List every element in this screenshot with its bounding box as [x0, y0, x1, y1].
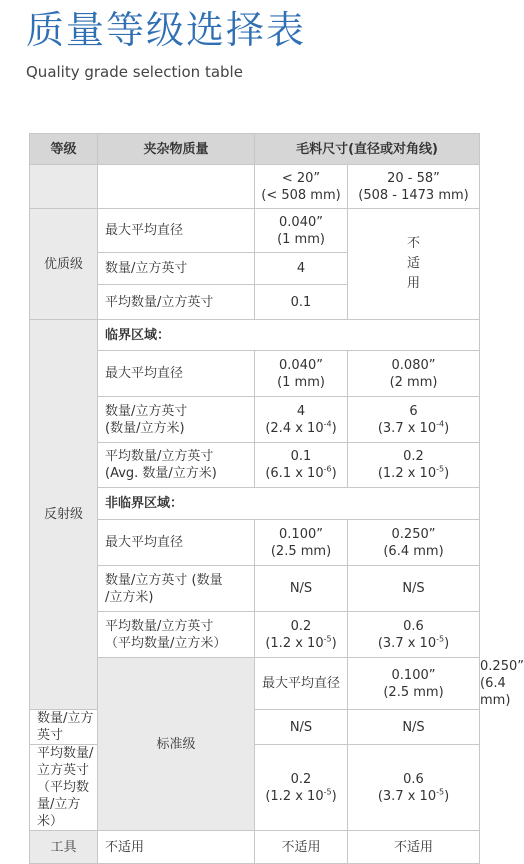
- value-line: 0.6: [403, 771, 424, 787]
- value-exponent: -6: [323, 464, 332, 474]
- value-cell: [255, 520, 348, 566]
- value-base: (1.2 x 10: [377, 466, 437, 481]
- value-cell: 0.1 (6.1 x $10^{-6}$): [255, 443, 348, 488]
- value-line: 0.2: [403, 449, 424, 464]
- size-col-large: [348, 165, 480, 209]
- value-line: 4: [296, 403, 306, 419]
- value-cell: [348, 520, 480, 566]
- label-line: /立方米): [105, 589, 154, 605]
- value-line: 0.040”: [279, 357, 323, 373]
- value-cell: [348, 351, 480, 397]
- row-label: [30, 745, 98, 831]
- table-header-row: [30, 134, 480, 165]
- value-line: 0.040”: [279, 214, 323, 230]
- value-base: (3.7 x 10: [377, 788, 437, 804]
- value-line: 0.080”: [391, 357, 436, 373]
- value-line: (2.5 mm): [270, 543, 332, 559]
- size-col-large-line2: (508 - 1473 mm): [358, 187, 469, 203]
- row-label: 最大平均直径: [98, 351, 255, 397]
- table-row: [30, 710, 480, 745]
- section-row: [30, 320, 480, 351]
- value-cell: 不适用: [255, 831, 348, 864]
- size-col-small: [255, 165, 348, 209]
- empty-cell: [30, 165, 98, 209]
- header-size: 毛料尺寸(直径或对角线): [255, 134, 480, 165]
- section-noncritical: 非临界区域：: [98, 488, 480, 520]
- value-exponent: -4: [436, 419, 445, 429]
- row-label: 数量/立方英寸: [30, 710, 98, 745]
- value-cell: N/S: [255, 566, 348, 612]
- section-row: [30, 488, 480, 520]
- label-line: 平均数量/立方英寸: [105, 618, 214, 634]
- grade-reflective: 反射级: [30, 320, 98, 710]
- value-base: (3.7 x 10: [377, 420, 437, 436]
- label-line: 平均数量/立方英寸: [37, 746, 94, 778]
- value-line: (2.5 mm): [383, 684, 444, 700]
- row-label: [98, 566, 255, 612]
- label-line: （平均数量/立方米）: [105, 635, 227, 651]
- value-base: (1.2 x 10: [265, 635, 324, 651]
- row-label: 平均数量/立方英寸: [98, 285, 255, 320]
- header-grade: 等级: [30, 134, 98, 165]
- row-label: 不适用: [98, 831, 255, 864]
- value-line: (6.4 mm): [383, 543, 444, 559]
- label-line: (Avg. 数量/立方米): [105, 466, 217, 481]
- grade-standard: 标准级: [98, 658, 255, 831]
- table-row: [30, 612, 480, 658]
- value-cell: 不适用: [348, 831, 480, 864]
- value-exponent: -5: [436, 464, 445, 474]
- na-char: 用: [407, 276, 421, 291]
- value-cell: [255, 209, 348, 253]
- value-cell: [255, 351, 348, 397]
- size-col-small-line2: (< 508 mm): [261, 187, 341, 203]
- value-line: (6.4 mm): [480, 676, 511, 708]
- value-line: 0.250”: [480, 659, 524, 674]
- size-col-large-line1: 20 - 58”: [387, 170, 440, 186]
- na-char: 适: [407, 256, 421, 271]
- value-exponent: -5: [436, 634, 445, 644]
- value-line: (1 mm): [277, 374, 325, 390]
- value-base: (2.4 x 10: [265, 420, 324, 436]
- table-row: [30, 351, 480, 397]
- table-row: [30, 397, 480, 443]
- row-label: 最大平均直径: [98, 520, 255, 566]
- value-cell: [348, 658, 480, 710]
- label-line: （平均数量/立方米）: [37, 780, 90, 829]
- page-title: 质量等级选择表: [26, 8, 307, 52]
- label-line: (数量/立方米): [105, 420, 185, 436]
- value-cell: 0.6 (3.7 x $10^{-5}$): [348, 745, 480, 831]
- value-exponent: -5: [436, 787, 445, 797]
- quality-grade-table: [29, 133, 524, 864]
- value-line: (2 mm): [389, 374, 438, 390]
- value-line: 6: [409, 403, 418, 419]
- value-cell: 6 (3.7 x $10^{-4}$): [348, 397, 480, 443]
- value-cell: 4 (2.4 x $10^{-4}$): [255, 397, 348, 443]
- label-line: 数量/立方英寸 (数量: [105, 572, 223, 588]
- value-line: 0.100”: [391, 667, 436, 683]
- table-row: [30, 566, 480, 612]
- value-cell: 0.1: [255, 285, 348, 320]
- value-line: 0.6: [403, 618, 424, 634]
- value-base: (3.7 x 10: [377, 635, 437, 651]
- value-cell: 0.2 (1.2 x $10^{-5}$): [255, 745, 348, 831]
- section-critical: 临界区域：: [98, 320, 480, 351]
- value-cell: 0.2 (1.2 x $10^{-5}$): [255, 612, 348, 658]
- value-cell: 0.6 (3.7 x $10^{-5}$): [348, 612, 480, 658]
- na-char: 不: [407, 236, 421, 251]
- table-row: [30, 831, 480, 864]
- not-applicable-cell: [348, 209, 480, 320]
- value-base: (6.1 x 10: [265, 466, 324, 481]
- value-cell: 4: [255, 253, 348, 285]
- value-line: (1 mm): [277, 231, 325, 247]
- size-col-small-line1: < 20”: [281, 170, 321, 186]
- value-line: 0.250”: [391, 526, 436, 542]
- value-cell: 0.2 (1.2 x $10^{-5}$): [348, 443, 480, 488]
- row-label: [98, 612, 255, 658]
- label-line: 数量/立方英寸: [105, 403, 188, 419]
- row-label: [98, 443, 255, 488]
- value-cell: N/S: [348, 710, 480, 745]
- value-exponent: -5: [323, 634, 332, 644]
- table-row: [30, 658, 480, 710]
- page-subtitle: Quality grade selection table: [26, 63, 243, 81]
- label-line: 平均数量/立方英寸: [105, 449, 214, 464]
- row-label: 数量/立方英寸: [98, 253, 255, 285]
- value-line: 0.1: [290, 449, 312, 464]
- table-row: [30, 209, 480, 253]
- value-line: 0.2: [290, 771, 312, 787]
- empty-cell: [98, 165, 255, 209]
- value-line: 0.100”: [279, 526, 323, 542]
- table-row: [30, 520, 480, 566]
- value-line: 0.2: [290, 618, 312, 634]
- value-cell: N/S: [348, 566, 480, 612]
- grade-tool: 工具: [30, 831, 98, 864]
- value-cell: N/S: [255, 710, 348, 745]
- row-label: 最大平均直径: [98, 209, 255, 253]
- value-exponent: -5: [323, 787, 332, 797]
- row-label: [98, 397, 255, 443]
- row-label: 最大平均直径: [255, 658, 348, 710]
- value-base: (1.2 x 10: [265, 788, 324, 804]
- header-inclusion: 夹杂物质量: [98, 134, 255, 165]
- grade-premium: 优质级: [30, 209, 98, 320]
- size-subheader-row: [30, 165, 480, 209]
- table-row: [30, 745, 480, 831]
- value-exponent: -4: [323, 419, 332, 429]
- table-row: [30, 443, 480, 488]
